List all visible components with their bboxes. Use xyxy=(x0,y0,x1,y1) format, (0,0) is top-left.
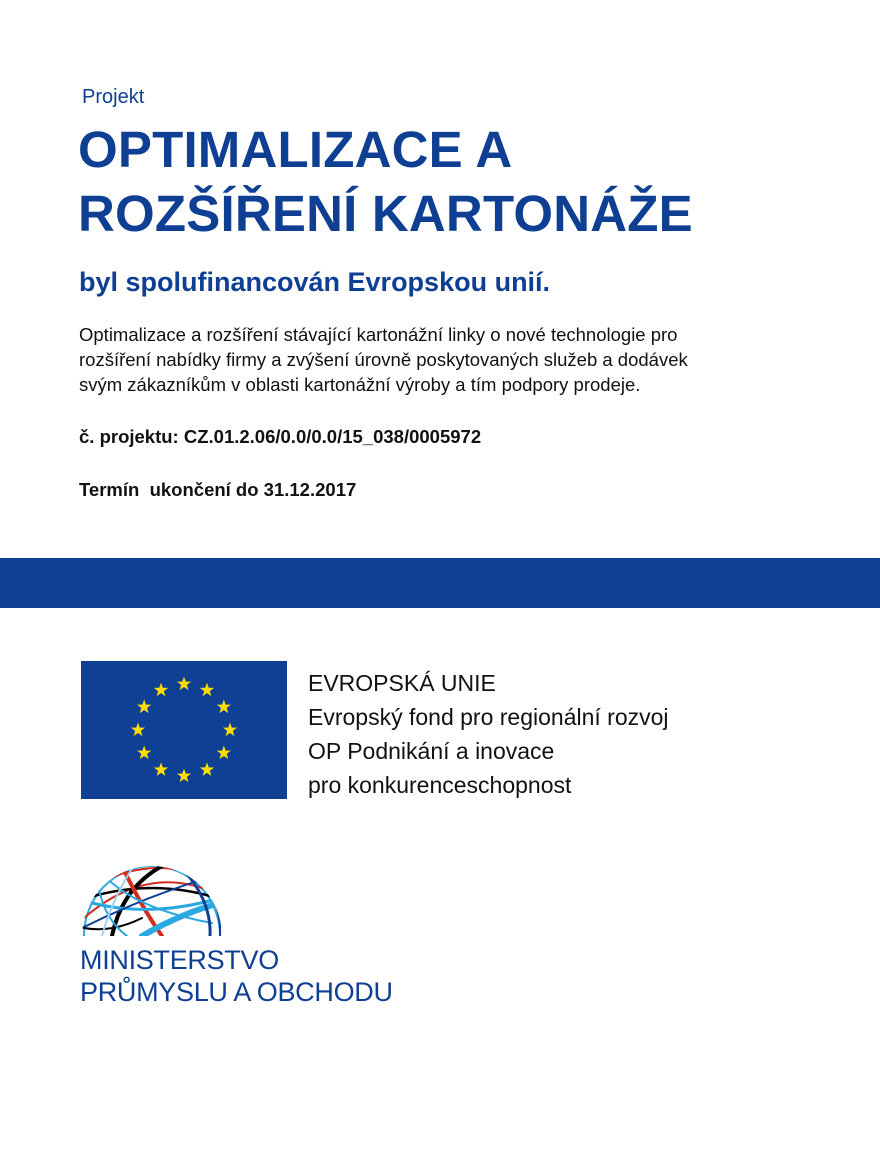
eu-line-2: Evropský fond pro regionální rozvoj xyxy=(308,704,669,730)
project-title xyxy=(78,118,693,246)
funding-subtitle: byl spolufinancován Evropskou unií. xyxy=(79,267,551,297)
ministry-line-2: PRŮMYSLU A OBCHODU xyxy=(80,977,393,1007)
star-icon xyxy=(131,723,145,737)
project-title-line-1: OPTIMALIZACE A xyxy=(78,121,513,178)
star-icon xyxy=(177,769,191,783)
description-line-3: svým zákazníkům v oblasti kartonážní výroby a tím podpory prodeje. xyxy=(79,374,641,395)
project-description xyxy=(79,322,819,397)
eu-flag-icon xyxy=(81,661,287,799)
star-icon xyxy=(137,746,151,760)
description-line-2: rozšíření nabídky firmy a zvýšení úrovně poskytovaných služeb a dodávek xyxy=(79,349,688,370)
ministry-name xyxy=(80,944,393,1008)
star-icon xyxy=(177,677,191,691)
star-icon xyxy=(217,700,231,714)
eu-line-3: OP Podnikání a inovace xyxy=(308,738,555,764)
star-icon xyxy=(217,746,231,760)
star-icon xyxy=(200,762,214,776)
description-line-1: Optimalizace a rozšíření stávající kartonážní linky o nové technologie pro xyxy=(79,324,678,345)
project-deadline: Termín ukončení do 31.12.2017 xyxy=(79,479,357,500)
star-icon xyxy=(223,723,237,737)
eu-text-block xyxy=(308,666,669,802)
globe-logo-icon xyxy=(82,858,222,938)
eu-stars xyxy=(81,661,287,799)
ministry-line-1: MINISTERSTVO xyxy=(80,945,279,975)
star-icon xyxy=(154,683,168,697)
project-title-line-2: ROZŠÍŘENÍ KARTONÁŽE xyxy=(78,185,693,242)
blue-divider-bar xyxy=(0,558,880,608)
star-icon xyxy=(154,762,168,776)
eu-line-1: EVROPSKÁ UNIE xyxy=(308,670,496,696)
project-label: Projekt xyxy=(82,86,145,108)
star-icon xyxy=(137,700,151,714)
eu-line-4: pro konkurenceschopnost xyxy=(308,772,572,798)
project-number: č. projektu: CZ.01.2.06/0.0/0.0/15_038/0005972 xyxy=(79,426,482,447)
star-icon xyxy=(200,683,214,697)
